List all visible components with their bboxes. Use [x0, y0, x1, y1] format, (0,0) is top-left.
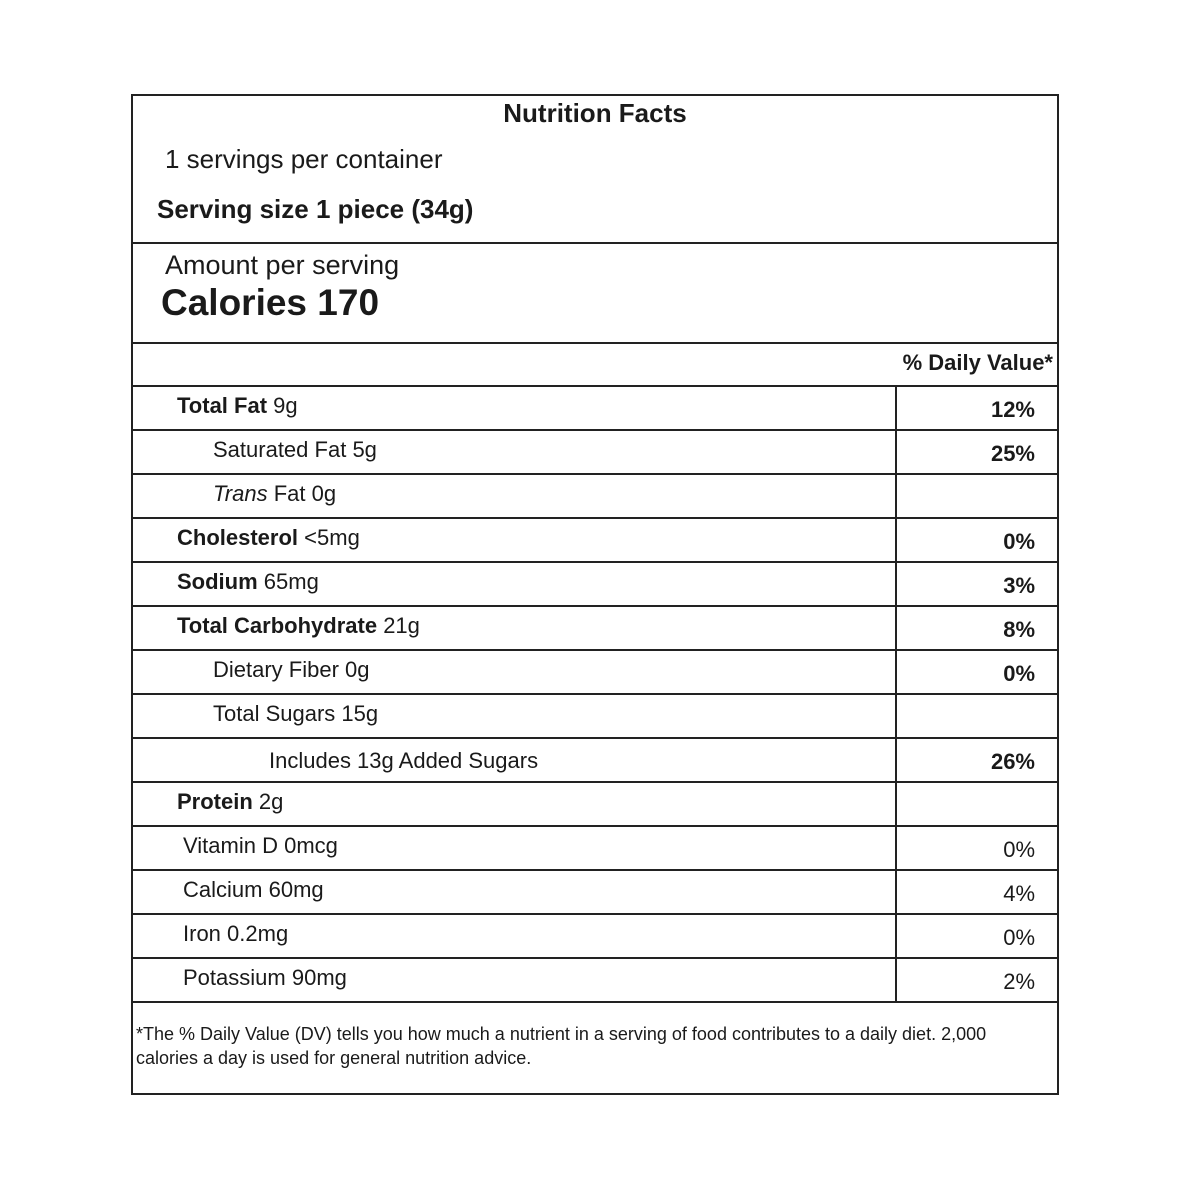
daily-value-label: % Daily Value*	[902, 350, 1053, 375]
nutrient-name: Iron	[183, 921, 221, 946]
nutrient-dv	[895, 695, 1057, 737]
nutrient-dv: 8%	[895, 607, 1057, 649]
calories-section	[133, 244, 1057, 344]
nutrient-name: Trans	[213, 481, 268, 506]
footnote: *The % Daily Value (DV) tells you how much a nutrient in a serving of food contributes to a daily diet. 2,000 calories a day is used for general nutrition advice.	[136, 1024, 987, 1068]
nutrition-facts-panel	[131, 94, 1059, 1095]
nutrient-amount: 21g	[383, 613, 420, 638]
nutrient-row-trans-fat	[133, 475, 1057, 519]
calories-value: Calories 170	[161, 282, 380, 323]
nutrient-dv: 0%	[895, 827, 1057, 869]
nutrient-dv: 2%	[895, 959, 1057, 1001]
header-section	[133, 96, 1057, 244]
nutrient-amount: 0.2mg	[227, 921, 289, 946]
nutrient-name: Saturated Fat	[213, 437, 347, 462]
nutrient-dv: 4%	[895, 871, 1057, 913]
nutrient-amount: <5mg	[304, 525, 360, 550]
nutrient-row-protein	[133, 783, 1057, 827]
nutrient-dv: 0%	[895, 519, 1057, 561]
nutrient-amount: 0g	[345, 657, 370, 682]
nutrient-row-potassium	[133, 959, 1057, 1003]
nutrient-row-sodium	[133, 563, 1057, 607]
nutrient-name: Includes 13g Added Sugars	[269, 748, 539, 773]
nutrient-amount: 65mg	[263, 569, 319, 594]
nutrient-dv: 0%	[895, 651, 1057, 693]
daily-value-header	[133, 344, 1057, 387]
nutrient-name: Sodium	[177, 569, 258, 594]
panel-title: Nutrition Facts	[503, 98, 687, 128]
nutrient-row-total-sugars	[133, 695, 1057, 739]
nutrient-amount: 90mg	[291, 965, 347, 990]
nutrient-amount: 15g	[341, 701, 379, 726]
nutrient-dv: 3%	[895, 563, 1057, 605]
nutrient-dv: 12%	[895, 387, 1057, 429]
nutrient-row-total-fat	[133, 387, 1057, 431]
nutrient-row-total-carbohydrate	[133, 607, 1057, 651]
nutrient-name: Cholesterol	[177, 525, 299, 550]
nutrient-dv: 0%	[895, 915, 1057, 957]
servings-per-container: 1 servings per container	[165, 144, 443, 174]
nutrient-name: Dietary Fiber	[213, 657, 339, 682]
nutrient-row-vitamin-d	[133, 827, 1057, 871]
nutrient-row-iron	[133, 915, 1057, 959]
nutrient-row-dietary-fiber	[133, 651, 1057, 695]
nutrient-name: Total Carbohydrate	[177, 613, 378, 638]
nutrient-amount: 2g	[258, 789, 284, 814]
nutrient-name: Vitamin D	[183, 833, 278, 858]
nutrient-dv: 25%	[895, 431, 1057, 473]
nutrient-row-added-sugars	[133, 739, 1057, 783]
nutrient-name: Calcium	[183, 877, 263, 902]
nutrient-dv	[895, 475, 1057, 517]
nutrient-table	[133, 387, 1057, 1003]
nutrient-dv: 26%	[895, 739, 1057, 781]
nutrient-name: Total Sugars	[213, 701, 336, 726]
nutrient-name: Protein	[177, 789, 253, 814]
nutrient-amount: Fat 0g	[273, 481, 337, 506]
nutrient-row-saturated-fat	[133, 431, 1057, 475]
nutrient-row-cholesterol	[133, 519, 1057, 563]
nutrient-amount: 5g	[352, 437, 377, 462]
nutrient-dv	[895, 783, 1057, 825]
serving-size: Serving size 1 piece (34g)	[157, 194, 474, 224]
nutrient-amount: 0mcg	[284, 833, 338, 858]
nutrient-row-calcium	[133, 871, 1057, 915]
nutrient-amount: 60mg	[268, 877, 324, 902]
nutrient-name: Total Fat	[177, 393, 268, 418]
nutrient-amount: 9g	[273, 393, 298, 418]
nutrient-name: Potassium	[183, 965, 286, 990]
amount-per-serving: Amount per serving	[165, 250, 400, 280]
